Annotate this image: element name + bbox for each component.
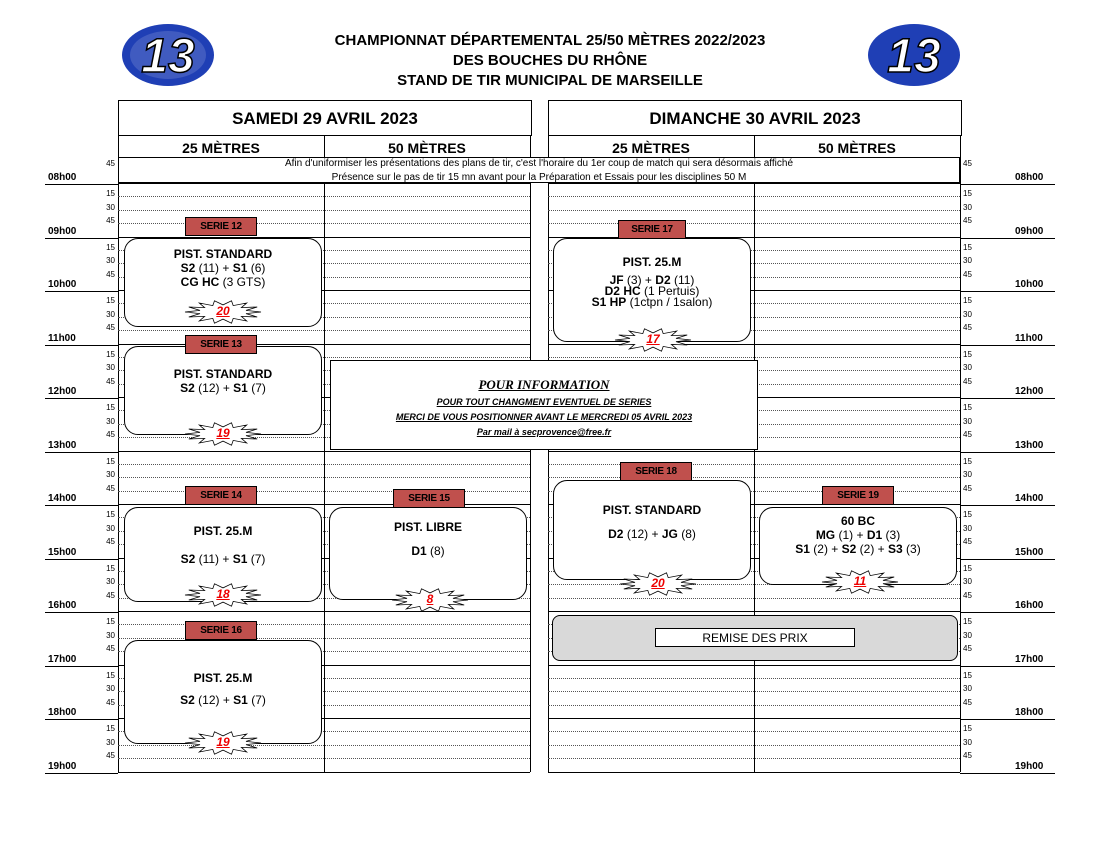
grid-line (45, 505, 118, 506)
count-badge: 8 (390, 588, 470, 612)
grid-line (118, 330, 530, 331)
series-label-18: SERIE 18 (620, 462, 692, 481)
minute-label: 45 (963, 590, 972, 600)
series-block-13: PIST. STANDARD S2 (12) + S1 (7) (124, 346, 322, 435)
grid-line (118, 772, 530, 773)
series-label-17: SERIE 17 (618, 220, 686, 239)
grid-line (118, 183, 530, 184)
minute-label: 45 (106, 269, 115, 279)
grid-line (548, 678, 960, 679)
series-label-15: SERIE 15 (393, 489, 465, 508)
grid-line (960, 719, 1055, 720)
minute-label: 15 (963, 456, 972, 466)
day-header-sunday: DIMANCHE 30 AVRIL 2023 (548, 100, 962, 136)
grid-line (960, 773, 1055, 774)
minute-label: 30 (106, 309, 115, 319)
minute-label: 15 (963, 617, 972, 627)
series-block-16: PIST. 25.M S2 (12) + S1 (7) (124, 640, 322, 744)
minute-label: 45 (106, 590, 115, 600)
grid-line (45, 184, 118, 185)
minute-label: 30 (963, 363, 972, 373)
minute-label: 30 (963, 470, 972, 480)
minute-label: 15 (106, 349, 115, 359)
grid-column-line (118, 135, 119, 772)
minute-label: 15 (106, 617, 115, 627)
minute-label: 45 (106, 644, 115, 654)
grid-line (45, 719, 118, 720)
grid-line (960, 398, 1055, 399)
series-block-15: PIST. LIBRE D1 (8) (329, 507, 527, 600)
hour-label: 15h00 (1015, 546, 1044, 558)
grid-line (118, 477, 530, 478)
minute-label: 45 (963, 537, 972, 547)
minute-label: 45 (963, 376, 972, 386)
grid-line (45, 238, 118, 239)
grid-line (960, 666, 1055, 667)
minute-label: 15 (963, 724, 972, 734)
grid-line (548, 477, 960, 478)
minute-label: 30 (106, 256, 115, 266)
hour-label: 19h00 (48, 760, 77, 772)
hour-label: 19h00 (1015, 760, 1044, 772)
col-header-sun-50m: 50 MÈTRES (818, 140, 896, 156)
minute-label: 45 (963, 697, 972, 707)
grid-line (548, 611, 960, 612)
hour-label: 13h00 (48, 439, 77, 451)
minute-label: 30 (106, 737, 115, 747)
grid-line (960, 559, 1055, 560)
series-label-12: SERIE 12 (185, 217, 257, 236)
hour-label: 11h00 (1015, 332, 1043, 344)
hour-label: 12h00 (48, 386, 77, 397)
grid-column-line (548, 135, 549, 772)
minute-label: 45 (106, 376, 115, 386)
grid-line (45, 398, 118, 399)
minute-label: 45 (963, 323, 972, 333)
title-line-2: DES BOUCHES DU RHÔNE (452, 52, 648, 69)
hour-label: 13h00 (1015, 439, 1044, 451)
minute-label: 30 (106, 630, 115, 640)
grid-line (548, 691, 960, 692)
grid-line (548, 357, 960, 358)
notice-title: POUR INFORMATION (478, 377, 610, 392)
minute-label: 15 (963, 403, 972, 413)
minute-label: 15 (963, 189, 972, 199)
minute-label: 45 (106, 537, 115, 547)
minute-label: 30 (106, 684, 115, 694)
minute-label: 15 (106, 456, 115, 466)
minute-label: 30 (963, 202, 972, 212)
series-block-17: PIST. 25.M JF (3) + D2 (11) D2 HC (1 Pertuis) S1 HP (1ctpn / 1salon) (553, 238, 751, 342)
series-title: PIST. STANDARD (173, 247, 273, 261)
hour-label: 14h00 (1015, 493, 1044, 504)
series-block-14: PIST. 25.M S2 (11) + S1 (7) (124, 507, 322, 602)
count-badge: 19 (183, 422, 263, 446)
hour-label: 17h00 (1015, 653, 1044, 665)
grid-line (960, 505, 1055, 506)
minute-label: 15 (106, 296, 115, 306)
minute-label: 15 (963, 510, 972, 520)
grid-line (960, 452, 1055, 453)
day-header-saturday: SAMEDI 29 AVRIL 2023 (118, 100, 532, 136)
grid-line (45, 291, 118, 292)
col-header-sat-50m: 50 MÈTRES (388, 140, 466, 156)
minute-label: 15 (106, 403, 115, 413)
minute-label: 45 (106, 159, 115, 168)
minute-label: 15 (963, 349, 972, 359)
grid-line (118, 210, 530, 211)
minute-label: 30 (963, 523, 972, 533)
grid-line (118, 344, 530, 345)
grid-line (118, 464, 530, 465)
minute-label: 45 (106, 697, 115, 707)
minute-label: 15 (106, 563, 115, 573)
grid-line (45, 559, 118, 560)
svg-text:13: 13 (141, 30, 195, 83)
grid-line (45, 666, 118, 667)
hour-label: 18h00 (48, 707, 77, 718)
grid-line (548, 665, 960, 666)
grid-line (548, 451, 960, 452)
grid-line (118, 504, 530, 505)
hour-label: 16h00 (48, 600, 77, 611)
grid-line (45, 345, 118, 346)
minute-label: 45 (963, 483, 972, 493)
hour-label: 10h00 (48, 279, 77, 290)
grid-line (118, 451, 530, 452)
grid-line (118, 638, 530, 639)
grid-line (548, 731, 960, 732)
hour-label: 09h00 (1015, 225, 1044, 237)
series-block-12: PIST. STANDARD S2 (11) + S1 (6) CG HC (3 GTS) (124, 238, 322, 327)
count-badge: 18 (183, 583, 263, 607)
grid-line (548, 464, 960, 465)
grid-line (118, 223, 530, 224)
minute-label: 15 (963, 563, 972, 573)
minute-label: 30 (963, 309, 972, 319)
info-line-2: Présence sur le pas de tir 15 mn avant pour la Préparation et Essais pour les disciplines 50 M (331, 172, 747, 183)
series-title: PIST. 25.M (193, 524, 253, 538)
grid-line (548, 718, 960, 719)
grid-line (548, 705, 960, 706)
grid-line (548, 758, 960, 759)
series-title: PIST. 25.M (622, 255, 682, 269)
series-label-16: SERIE 16 (185, 621, 257, 640)
minute-label: 15 (963, 296, 972, 306)
minute-label: 30 (106, 577, 115, 587)
hour-label: 14h00 (48, 493, 77, 504)
minute-label: 45 (963, 644, 972, 654)
series-title: PIST. STANDARD (602, 503, 702, 517)
svg-text:13: 13 (887, 30, 941, 83)
series-title: 60 BC (840, 514, 875, 528)
grid-line (118, 758, 530, 759)
series-title: PIST. STANDARD (173, 367, 273, 381)
grid-line (118, 196, 530, 197)
hour-label: 08h00 (1015, 172, 1044, 183)
count-badge: 20 (618, 572, 698, 596)
grid-line (960, 291, 1055, 292)
hour-label: 08h00 (48, 172, 77, 183)
minute-label: 15 (106, 670, 115, 680)
minute-label: 30 (106, 470, 115, 480)
hour-label: 10h00 (1015, 279, 1044, 290)
series-label-14: SERIE 14 (185, 486, 257, 505)
hour-label: 12h00 (1015, 386, 1044, 397)
notice-box (330, 360, 758, 450)
grid-column-line (754, 135, 755, 772)
count-badge: 19 (183, 731, 263, 755)
grid-column-line (324, 135, 325, 772)
minute-label: 30 (963, 256, 972, 266)
minute-label: 15 (963, 242, 972, 252)
grid-column-line (960, 135, 961, 772)
grid-line (960, 345, 1055, 346)
minute-label: 15 (106, 242, 115, 252)
grid-line (118, 491, 530, 492)
grid-line (548, 772, 960, 773)
grid-column-line (530, 135, 531, 772)
minute-label: 30 (963, 577, 972, 587)
minute-label: 30 (963, 684, 972, 694)
minute-label: 45 (963, 269, 972, 279)
series-title: PIST. LIBRE (393, 520, 462, 534)
minute-label: 45 (963, 430, 972, 440)
series-title: PIST. 25.M (193, 671, 253, 685)
minute-label: 45 (106, 216, 115, 226)
prize-label: REMISE DES PRIX (655, 628, 855, 647)
series-block-18: PIST. STANDARD D2 (12) + JG (8) (553, 480, 751, 580)
grid-line (548, 344, 960, 345)
minute-label: 30 (963, 416, 972, 426)
grid-line (45, 773, 118, 774)
grid-line (548, 223, 960, 224)
hour-label: 16h00 (1015, 600, 1044, 611)
info-line-1: Afin d'uniformiser les présentations des plans de tir, c'est l'horaire du 1er coup de match qui sera désormais affiché (284, 158, 794, 169)
grid-line (960, 612, 1055, 613)
hour-label: 09h00 (48, 225, 77, 237)
title-line-1: CHAMPIONNAT DÉPARTEMENTAL 25/50 MÈTRES 2022/2023 (334, 32, 766, 49)
col-header-sat-25m: 25 MÈTRES (182, 140, 260, 156)
title-line-3: STAND DE TIR MUNICIPAL DE MARSEILLE (397, 72, 703, 89)
minute-label: 45 (106, 751, 115, 761)
count-badge: 20 (183, 300, 263, 324)
minute-label: 45 (106, 430, 115, 440)
hour-label: 17h00 (48, 653, 77, 665)
minute-label: 15 (106, 189, 115, 199)
series-block-19: 60 BC MG (1) + D1 (3) S1 (2) + S2 (2) + S3 (3) (759, 507, 957, 585)
grid-line (548, 210, 960, 211)
hour-label: 18h00 (1015, 707, 1044, 718)
minute-label: 30 (963, 630, 972, 640)
grid-line (960, 184, 1055, 185)
grid-line (45, 612, 118, 613)
minute-label: 30 (963, 737, 972, 747)
minute-label: 45 (106, 483, 115, 493)
series-label-19: SERIE 19 (822, 486, 894, 505)
minute-label: 30 (106, 416, 115, 426)
count-badge: 17 (613, 328, 693, 352)
minute-label: 30 (106, 202, 115, 212)
grid-line (45, 452, 118, 453)
minute-label: 45 (963, 751, 972, 761)
grid-line (548, 183, 960, 184)
minute-label: 45 (106, 323, 115, 333)
grid-line (118, 624, 530, 625)
notice-line-2: MERCI DE VOUS POSITIONNER AVANT LE MERCREDI 05 AVRIL 2023 (395, 412, 693, 422)
hour-label: 11h00 (48, 332, 76, 344)
grid-line (960, 238, 1055, 239)
grid-line (118, 745, 530, 746)
col-header-sun-25m: 25 MÈTRES (612, 140, 690, 156)
minute-label: 30 (106, 363, 115, 373)
grid-line (548, 598, 960, 599)
series-label-13: SERIE 13 (185, 335, 257, 354)
minute-label: 15 (106, 510, 115, 520)
count-badge: 11 (820, 570, 900, 594)
grid-line (548, 196, 960, 197)
notice-line-1: POUR TOUT CHANGMENT EVENTUEL DE SERIES (436, 397, 652, 407)
minute-label: 45 (963, 216, 972, 226)
grid-line (548, 745, 960, 746)
minute-label: 45 (963, 159, 972, 168)
hour-label: 15h00 (48, 546, 77, 558)
minute-label: 15 (963, 670, 972, 680)
minute-label: 30 (106, 523, 115, 533)
notice-line-3: Par mail à secprovence@free.fr (476, 427, 612, 437)
minute-label: 15 (106, 724, 115, 734)
